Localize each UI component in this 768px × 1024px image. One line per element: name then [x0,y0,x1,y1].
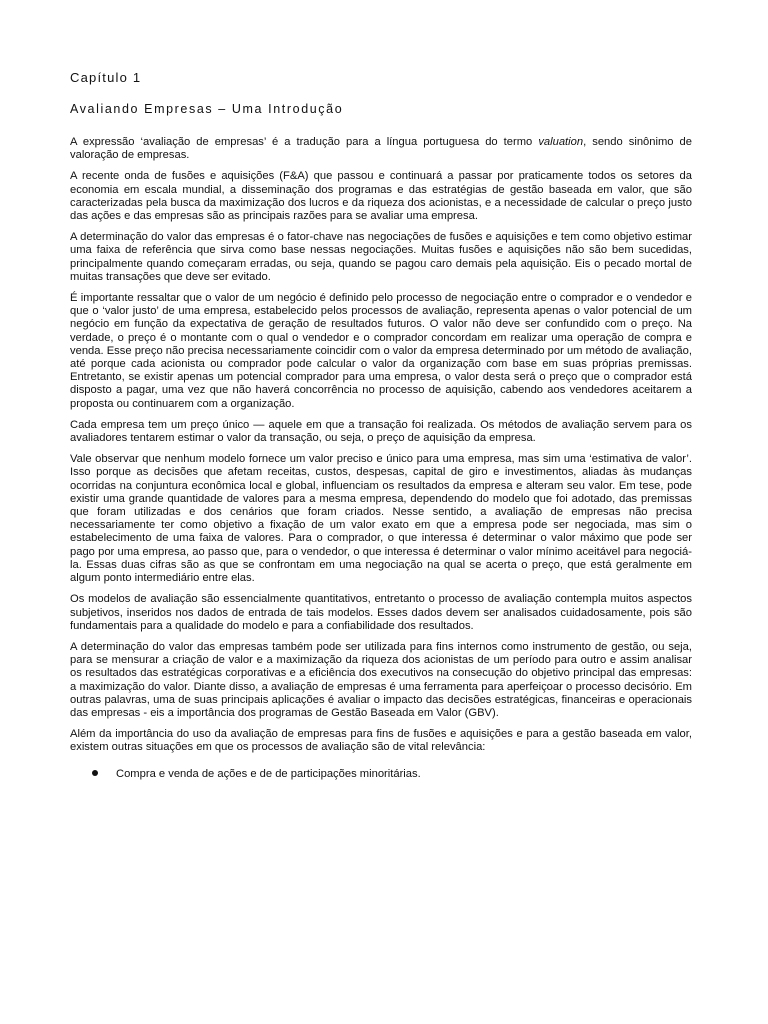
chapter-heading: Capítulo 1 [70,70,142,85]
paragraph: É importante ressaltar que o valor de um negócio é definido pelo processo de negociação entre o comprador e o vendedor e que o ‘valor justo’ de uma empresa, estabelecido pelos processos de avaliação, representa apenas o valor potencial de um negócio em função da expectativa de geração de resultados futuros. O valor não deve ser confundido com o preço. Na verdade, o preço é o montante com o qual o vendedor e o comprador concordam em realizar uma operação de compra e venda. Esse preço não precisa necessariamente coincidir com o valor da empresa determinado por um método de avaliação, até porque cada acionista ou comprador pode calcular o valor da organização com base em suas próprias premissas. Entretanto, se existir apenas um potencial comprador para uma empresa, o valor desta será o preço que o comprador está disposto a pagar, uma vez que não haverá concorrência no processo de aquisição, cabendo aos vendedores aceitarem a proposta ou continuarem com a organização. [70,292,692,410]
paragraph: A recente onda de fusões e aquisições (F&A) que passou e continuará a passar por praticamente todos os setores da economia em escala mundial, a disseminação dos programas e das estratégias de gestão baseada em valor, que são caracterizadas pela busca da maximização dos lucros e da riqueza dos acionistas, e a necessidade de calcular o preço justo das ações e das empresas são as principais razões para se avaliar uma empresa. [70,170,692,223]
paragraph: Além da importância do uso da avaliação de empresas para fins de fusões e aquisições e para a gestão baseada em valor, existem outras situações em que os processos de avaliação são de vital relevância: [70,728,692,754]
bullet-item [70,767,692,781]
page-content [70,70,692,781]
paragraph-intro [70,136,692,162]
intro-term: valuation [538,136,584,148]
paragraph: A determinação do valor das empresas é o fator-chave nas negociações de fusões e aquisições e tem como objetivo estimar uma faixa de referência que sirva como base nessas negociações. Muitas fusões e aquisições não são bem sucedidas, principalmente quando começaram erradas, ou seja, quando se pagou caro demais pela aquisição. Eis o pecado mortal de muitas transações que deve ser evitado. [70,231,692,283]
bullet-dot-icon [92,770,98,776]
chapter-subtitle: Avaliando Empresas – Uma Introdução [70,102,344,116]
paragraph: Cada empresa tem um preço único — aquele em que a transação foi realizada. Os métodos de avaliação servem para os avaliadores tentarem estimar o valor da transação, ou seja, o preço de aquisição da empresa. [70,418,692,445]
bullet-list [70,767,692,781]
paragraph: Vale observar que nenhum modelo fornece um valor preciso e único para uma empresa, mas sim uma ‘estimativa de valor’. Isso porque as decisões que afetam receitas, custos, despesas, capital de giro e investimentos, aliadas às mudanças ocorridas na conjuntura econômica local e global, influenciam os resultados da empresa e alteram seu valor. Em tese, pode existir uma grande quantidade de valores para a mesma empresa, dependendo do modelo que foi adotado, das premissas que foram utilizadas e dos cenários que foram criados. Nesse sentido, a avaliação de empresas não precisa necessariamente ter como objetivo a fixação de um valor exato em que a empresa pode ser negociada, mas sim o estabelecimento de uma faixa de valores. Para o comprador, o que interessa é determinar o valor máximo que pode ser pago por uma empresa, ao passo que, para o vendedor, o que interessa é determinar o valor mínimo aceitável para negociá-la. Essas duas cifras são as que se confrontam em uma negociação na qual se acerta o preço, que está geralmente em algum ponto intermediário entre elas. [70,453,692,585]
paragraph: A determinação do valor das empresas também pode ser utilizada para fins internos como instrumento de gestão, ou seja, para se mensurar a criação de valor e a maximização da riqueza dos acionistas de um período para outro e assim analisar os resultados das estratégicas corporativas e a eficiência dos executivos na consecução do objetivo principal das empresas: a maximização do valor. Diante disso, a avaliação de empresas é uma ferramenta para aperfeiçoar o processo decisório. Em outras palavras, uma de suas principais aplicações é avaliar o impacto das decisões estratégicas, financeiras e operacionais das empresas - eis a importância dos programas de Gestão Baseada em Valor (GBV). [70,640,692,719]
paragraph: Os modelos de avaliação são essencialmente quantitativos, entretanto o processo de avaliação contempla muitos aspectos subjetivos, inseridos nos dados de entrada de tais modelos. Esses dados devem ser analisados cuidadosamente, pois são fundamentais para a qualidade do modelo e para a confiabilidade dos resultados. [70,593,692,632]
intro-text-before: A expressão ‘avaliação de empresas’ é a tradução para a língua portuguesa do termo [70,136,539,148]
intro-text-after: , sendo sinônimo de valoração de empresas. [70,136,692,162]
bullet-item-text: Compra e venda de ações e de de participações minoritárias. [116,767,421,780]
